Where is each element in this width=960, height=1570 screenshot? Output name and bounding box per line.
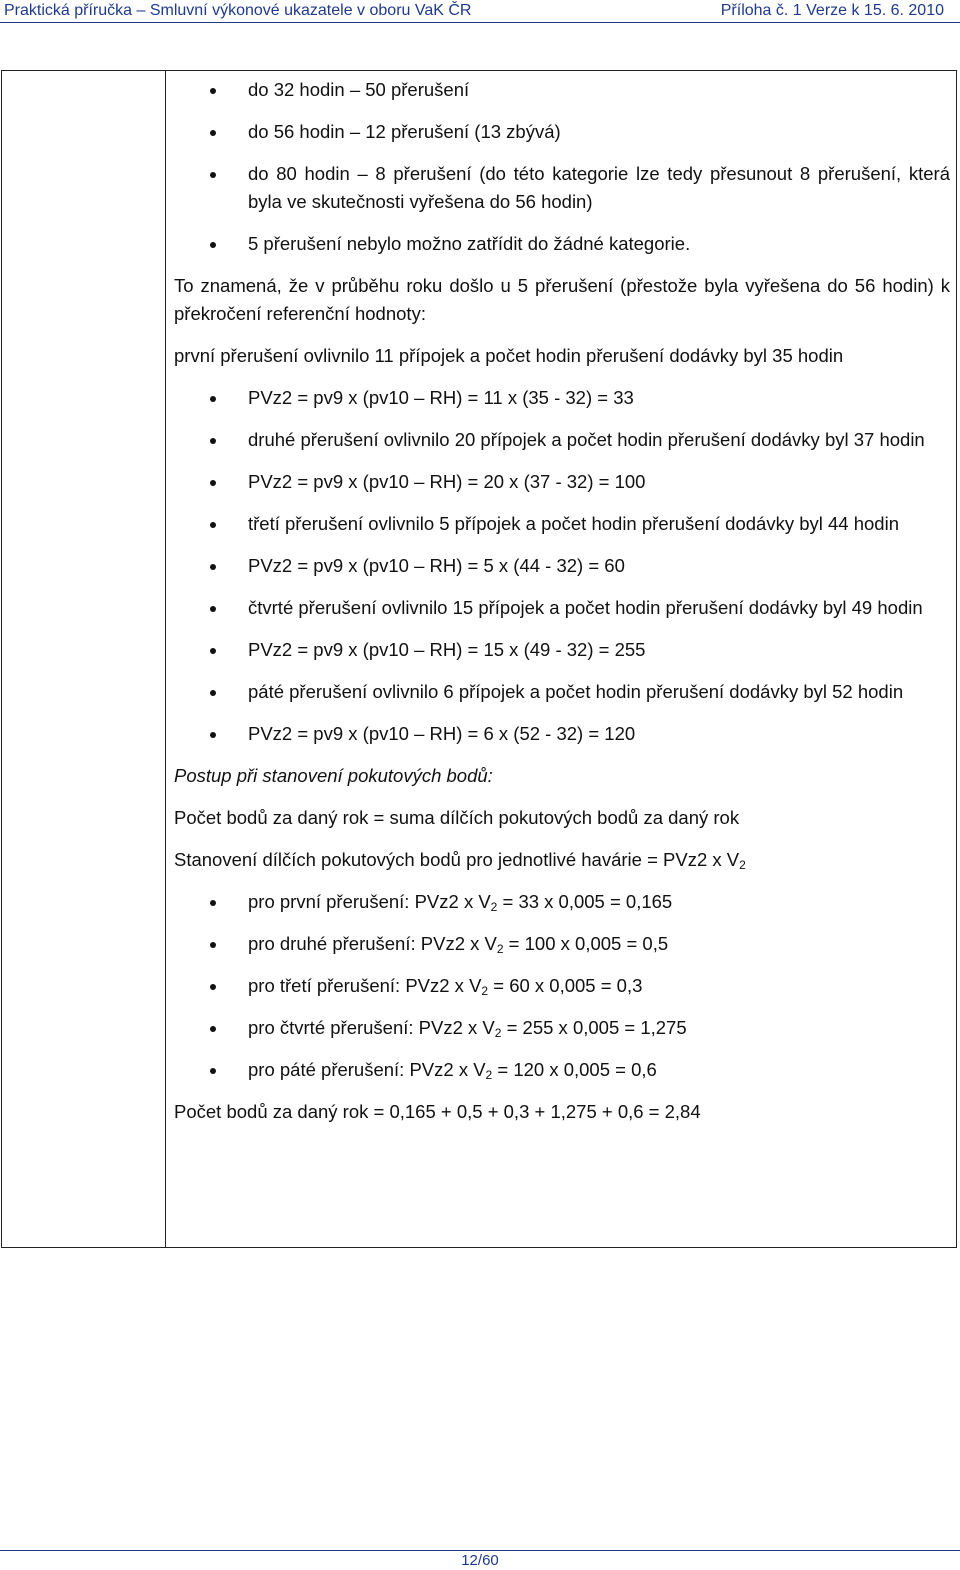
header-rule (0, 22, 960, 23)
bullet-icon (210, 942, 216, 948)
bullet-post: = 255 x 0,005 = 1,275 (501, 1017, 687, 1038)
bullet-text: 5 přerušení nebylo možno zatřídit do žádné kategorie. (248, 233, 691, 254)
footer-rule (0, 1550, 960, 1551)
bullet-icon (210, 606, 216, 612)
bullet-icon (210, 1026, 216, 1032)
bullet-item (174, 720, 950, 748)
subscript: 2 (739, 858, 746, 872)
bullet-icon (210, 172, 216, 178)
bullet-text: PVz2 = pv9 x (pv10 – RH) = 5 x (44 - 32) = 60 (248, 555, 625, 576)
bullet-item (174, 510, 950, 538)
bullet-text: do 32 hodin – 50 přerušení (248, 79, 470, 100)
header-version: Příloha č. 1 Verze k 15. 6. 2010 (720, 2, 944, 19)
bullet-pre: pro čtvrté přerušení: PVz2 x V (248, 1017, 495, 1038)
bullet-pre: pro páté přerušení: PVz2 x V (248, 1059, 486, 1080)
bullet-item (174, 230, 950, 258)
bullet-icon (210, 732, 216, 738)
bullet-icon (210, 438, 216, 444)
bullet-item (174, 678, 950, 706)
bullet-item (174, 1056, 950, 1084)
section-heading: Postup při stanovení pokutových bodů: (174, 765, 493, 786)
bullet-item (174, 594, 950, 622)
paragraph: první přerušení ovlivnilo 11 přípojek a počet hodin přerušení dodávky byl 35 hodin (174, 345, 844, 366)
bullet-icon (210, 900, 216, 906)
bullet-item (174, 930, 950, 958)
bullet-post: = 100 x 0,005 = 0,5 (503, 933, 669, 954)
bullet-icon (210, 242, 216, 248)
bullet-item (174, 972, 950, 1000)
subscript: 2 (490, 900, 498, 914)
paragraph: Počet bodů za daný rok = suma dílčích pokutových bodů za daný rok (174, 807, 740, 828)
paragraph: To znamená, že v průběhu roku došlo u 5 přerušení (přestože byla vyřešena do 56 hodin) k překročení referenční hodnoty: (174, 275, 950, 324)
bullet-post: = 60 x 0,005 = 0,3 (488, 975, 643, 996)
bullet-item (174, 636, 950, 664)
bullet-item (174, 160, 950, 216)
bullet-icon (210, 88, 216, 94)
bullet-icon (210, 984, 216, 990)
subscript: 2 (494, 1026, 502, 1040)
bullet-icon (210, 1068, 216, 1074)
bullet-pre: pro třetí přerušení: PVz2 x V (248, 975, 482, 996)
bullet-text: čtvrté přerušení ovlivnilo 15 přípojek a počet hodin přerušení dodávky byl 49 hodin (248, 597, 923, 618)
bullet-icon (210, 480, 216, 486)
bullet-pre: pro první přerušení: PVz2 x V (248, 891, 491, 912)
paragraph: Počet bodů za daný rok = 0,165 + 0,5 + 0,3 + 1,275 + 0,6 = 2,84 (174, 1101, 701, 1122)
column-divider (165, 71, 166, 1247)
bullet-item (174, 1014, 950, 1042)
bullet-text: PVz2 = pv9 x (pv10 – RH) = 20 x (37 - 32) = 100 (248, 471, 646, 492)
page-header (0, 0, 960, 25)
bullet-item (174, 76, 950, 104)
bullet-text: PVz2 = pv9 x (pv10 – RH) = 11 x (35 - 32) = 33 (248, 387, 634, 408)
bullet-icon (210, 396, 216, 402)
header-title: Praktická příručka – Smluvní výkonové ukazatele v oboru VaK ČR (4, 2, 472, 19)
bullet-icon (210, 130, 216, 136)
bullet-pre: pro druhé přerušení: PVz2 x V (248, 933, 497, 954)
bullet-item (174, 888, 950, 916)
bullet-text: PVz2 = pv9 x (pv10 – RH) = 6 x (52 - 32) = 120 (248, 723, 636, 744)
bullet-post: = 33 x 0,005 = 0,165 (497, 891, 673, 912)
bullet-item (174, 384, 950, 412)
bullet-text: PVz2 = pv9 x (pv10 – RH) = 15 x (49 - 32) = 255 (248, 639, 646, 660)
subscript: 2 (496, 942, 504, 956)
paragraph (174, 846, 950, 874)
bullet-text: páté přerušení ovlivnilo 6 přípojek a počet hodin přerušení dodávky byl 52 hodin (248, 681, 904, 702)
page-number: 12/60 (461, 1552, 499, 1569)
bullet-item (174, 118, 950, 146)
formula-text: Stanovení dílčích pokutových bodů pro jednotlivé havárie = PVz2 x V (174, 849, 740, 870)
bullet-item (174, 552, 950, 580)
subscript: 2 (481, 984, 489, 998)
bullet-post: = 120 x 0,005 = 0,6 (492, 1059, 657, 1080)
bullet-item (174, 426, 950, 454)
bullet-text: druhé přerušení ovlivnilo 20 přípojek a počet hodin přerušení dodávky byl 37 hodin (248, 429, 925, 450)
bullet-icon (210, 522, 216, 528)
bullet-text: třetí přerušení ovlivnilo 5 přípojek a počet hodin přerušení dodávky byl 44 hodin (248, 513, 899, 534)
bullet-text: do 56 hodin – 12 přerušení (13 zbývá) (248, 121, 561, 142)
bullet-icon (210, 564, 216, 570)
bullet-item (174, 468, 950, 496)
subscript: 2 (485, 1068, 493, 1082)
bullet-icon (210, 690, 216, 696)
content-cell (174, 76, 950, 1140)
bullet-text: do 80 hodin – 8 přerušení (do této kategorie lze tedy přesunout 8 přerušení, která byla ve skutečnosti vyřešena do 56 hodin) (248, 163, 950, 212)
bullet-icon (210, 648, 216, 654)
